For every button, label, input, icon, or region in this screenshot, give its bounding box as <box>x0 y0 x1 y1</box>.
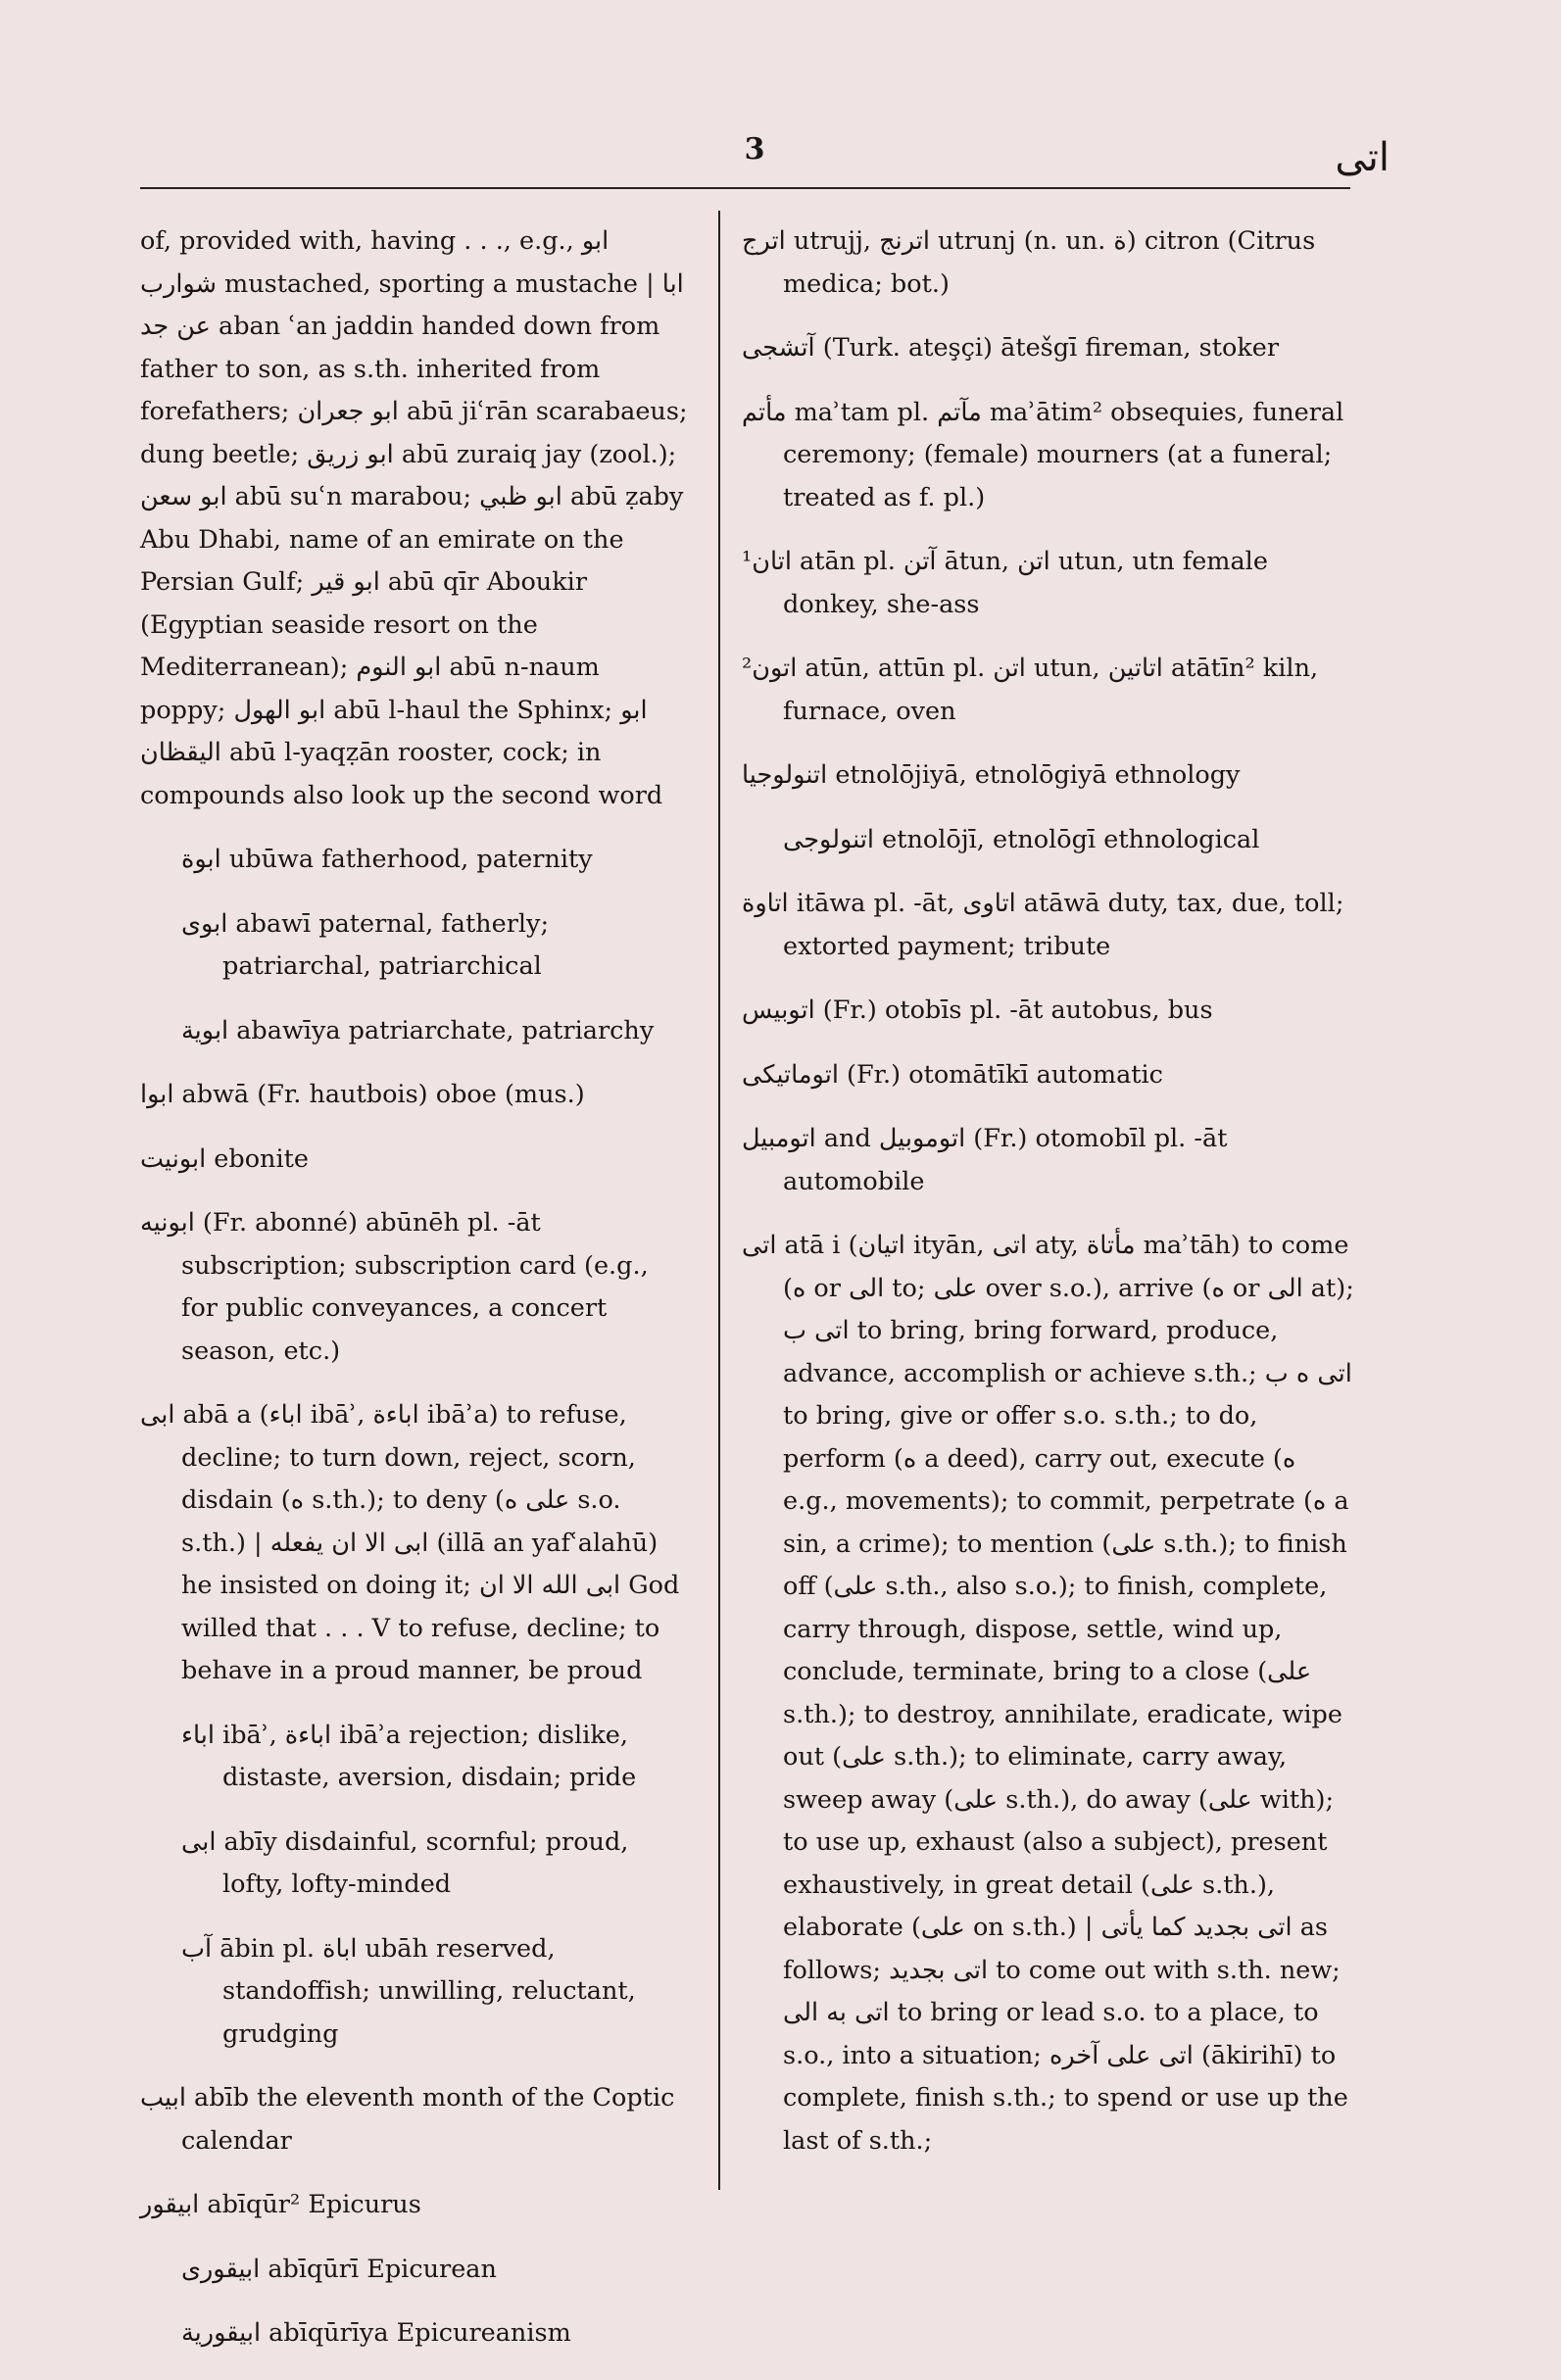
entry-text: اتوماتيكى (Fr.) otomātīkī automatic <box>742 1059 1163 1090</box>
entry-text: آب ābin pl. اباة ubāh reserved, standoffish; unwilling, reluctant, grudging <box>181 1933 636 2049</box>
header-rule <box>140 187 1350 189</box>
dictionary-entry <box>181 1928 692 2057</box>
entry-text: ابيقورية abīqūrīya Epicureanism <box>181 2318 571 2348</box>
dictionary-entry <box>783 819 1354 862</box>
entry-text: اتنولوجيا etnolōjiyā, etnolōgiyā ethnology <box>742 760 1241 790</box>
entry-text: اتوبيس (Fr.) otobīs pl. -āt autobus, bus <box>742 996 1213 1025</box>
dictionary-entry <box>140 1074 692 1117</box>
dictionary-entry <box>140 1202 692 1373</box>
dictionary-entry <box>181 1715 692 1800</box>
dictionary-entry <box>742 990 1354 1033</box>
entry-text: ابوا abwā (Fr. hautbois) oboe (mus.) <box>140 1080 585 1109</box>
entry-text: مأتم maʾtam pl. مآتم maʾātim² obsequies, funeral ceremony; (female) mourners (at a funeral; treated as f. pl.) <box>742 397 1344 512</box>
entry-text: ابوية abawīya patriarchate, patriarchy <box>181 1015 655 1045</box>
dictionary-entry <box>742 648 1354 733</box>
dictionary-entry <box>181 1010 692 1053</box>
dictionary-entry <box>140 1139 692 1182</box>
entry-text: آتشجى (Turk. ateşçi) ātešgī fireman, stoker <box>742 333 1280 363</box>
dictionary-entry <box>181 2312 692 2356</box>
entry-text: ابيب abīb the eleventh month of the Coptic calendar <box>140 2083 675 2156</box>
entry-text: ابيقور abīqūr² Epicurus <box>140 2190 421 2219</box>
entry-text: اتاوة itāwa pl. -āt, اتاوى atāwā duty, tax, due, toll; extorted payment; tribute <box>742 889 1344 961</box>
running-head-arabic: اتى <box>1335 135 1390 180</box>
dictionary-entry <box>181 1821 692 1907</box>
entry-text: اتى atā i (اتيان ityān, اتى aty, مأتاة maʾtāh) to come (ه or الى to; على over s.o.), arrive (ه or الى at); اتى ب to bring, bring forward, produce, advance, accomplish or achieve s.th.; اتى ه ب to bring, give or offer s.o. s.th.; to do, perform (ه a deed), carry out, execute (ه e.g., movements); to commit, perpetrate (ه a sin, a crime); to mention (على s.th.); to finish off (على s.th., also s.o.); to finish, complete, carry through, dispose, settle, wind up, conclude, terminate, bring to a close (على s.th.); to destroy, annihilate, eradicate, wipe out (على s.th.); to eliminate, carry away, sweep away (على s.th.), do away (على with); to use up, exhaust (also a subject), present exhaustively, in great detail (على s.th.), elaborate (على on s.th.) | اتى بجديد كما يأتى as follows; اتى بجديد to come out with s.th. new; اتى به الى to bring or lead s.o. to a place, to s.o., into a situation; اتى على آخره (ākirihī) to complete, finish s.th.; to spend or use up the last of s.th.; <box>742 1231 1354 2156</box>
entry-text: ²اتون atūn, attūn pl. اتن utun, اتاتين atātīn² kiln, furnace, oven <box>742 654 1319 726</box>
dictionary-entry <box>742 883 1354 968</box>
dictionary-entry <box>181 839 692 882</box>
dictionary-entry <box>181 903 692 989</box>
entry-text: اتنولوجى etnolōjī, etnolōgī ethnological <box>783 824 1260 854</box>
entry-text: ابونيت ebonite <box>140 1143 309 1174</box>
dictionary-entry <box>742 1054 1354 1097</box>
dictionary-entry <box>742 754 1354 798</box>
dictionary-entry <box>140 220 692 817</box>
entry-text: اترج utrujj, اترنج utrunj (n. un. ة) citron (Citrus medica; bot.) <box>742 226 1316 299</box>
entry-text: اتومبيل and اتوموبيل (Fr.) otomobīl pl. -āt automobile <box>742 1124 1228 1196</box>
dictionary-entry <box>742 1118 1354 1203</box>
dictionary-entry <box>140 2184 692 2227</box>
dictionary-entry <box>742 1225 1354 2162</box>
entry-text: ¹اتان atān pl. آتن ātun, اتن utun, utn female donkey, she-ass <box>742 547 1268 619</box>
entry-text: of, provided with, having . . ., e.g., ابو شوارب mustached, sporting a mustache | ابا عن جد aban ʿan jaddin handed down from father to son, as s.th. inherited from forefathers; ابو جعران abū jiʿrān scarabaeus; dung beetle; ابو زريق abū zuraiq jay (zool.); ابو سعن abū suʿn marabou; ابو ظبي abū ẓaby Abu Dhabi, name of an emirate on the Persian Gulf; ابو قير abū qīr Aboukir (Egyptian seaside resort on the Mediterranean); ابو النوم abū n-naum poppy; ابو الهول abū l-haul the Sphinx; ابو اليقظان abū l-yaqẓān rooster, cock; in compounds also look up the second word <box>140 226 688 810</box>
entry-text: اباء ibāʾ, اباءة ibāʾa rejection; dislike, distaste, aversion, disdain; pride <box>181 1720 637 1792</box>
entry-text: ابى abā a (اباء ibāʾ, اباءة ibāʾa) to refuse, decline; to turn down, reject, scorn, disdain (ه s.th.); to deny (على ه s.o. s.th.) | ابى الا ان يفعله (illā an yafʿalahū) he insisted on doing it; ابى الله الا ان God willed that . . . V to refuse, decline; to behave in a proud manner, be proud <box>140 1400 680 1685</box>
dictionary-entry <box>742 327 1354 370</box>
dictionary-entry <box>140 1394 692 1693</box>
dictionary-entry <box>181 2249 692 2292</box>
dictionary-entry <box>742 392 1354 520</box>
left-column <box>140 220 692 2377</box>
entry-text: ابوى abawī paternal, fatherly; patriarchal, patriarchical <box>181 908 550 981</box>
entry-text: ابيقورى abīqūrī Epicurean <box>181 2254 497 2284</box>
dictionary-entry <box>742 541 1354 626</box>
dictionary-entry <box>140 2077 692 2162</box>
entry-text: ابى abīy disdainful, scornful; proud, lofty, lofty-minded <box>181 1826 629 1899</box>
page-number: 3 <box>744 132 765 167</box>
dictionary-entry <box>742 220 1354 306</box>
entry-text: ابوة ubūwa fatherhood, paternity <box>181 845 593 874</box>
column-divider <box>718 211 720 2190</box>
entry-text: ابونيه (Fr. abonné) abūnēh pl. -āt subscription; subscription card (e.g., for public conveyances, a concert season, etc.) <box>140 1208 649 1366</box>
right-column <box>742 220 1354 2184</box>
